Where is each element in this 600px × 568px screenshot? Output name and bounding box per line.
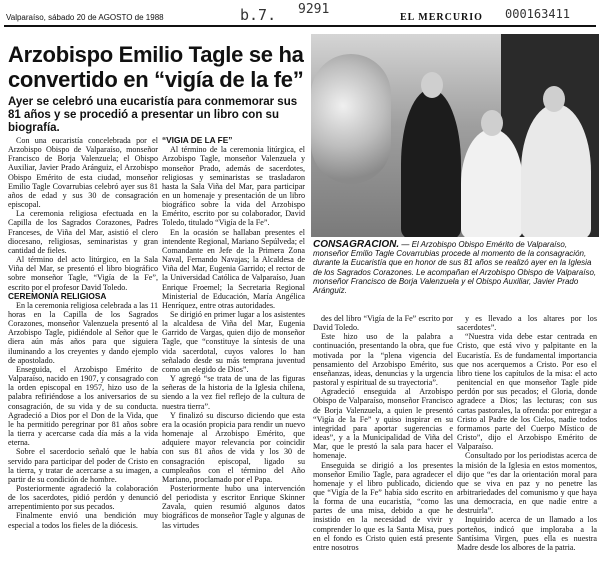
caption-text: — El Arzobispo Obispo Emérito de Valparaíso, monseñor Emilio Tagle Covarrubias procede al momento de la consagración, durante la Eucaristía que en honor de sus 81 años se realizó ayer en la Iglesia de los Sagrados Corazones. Le acompañan el Arzobispo Obispo de Valparaíso, monseñor Francisco de Borja Valenzuela y el Obispo Auxiliar, Javier Prado Aránguiz. (313, 240, 597, 296)
photo-head-center (481, 110, 503, 136)
photo-figure-center (461, 129, 523, 237)
article-column-1 (8, 136, 158, 568)
paragraph: Sobre el sacerdocio señaló que le había servido para participar del poder de Cristo en la tierra, y tratar de acercarse a su imagen, a partir de su condición de hombre. (8, 447, 158, 484)
archive-code: 000163411 (505, 7, 571, 21)
photo-flowers (311, 54, 391, 184)
paragraph: Posteriormente hubo una intervención del periodista y escritor Enrique Skinner Zavala, quien resumió algunos datos biográficos de monseñor Tagle y algunas de las virtudes (162, 483, 305, 530)
paragraph: Enseguida se dirigió a los presentes monseñor Emilio Tagle, para agradecer el homenaje y el libro publicado, diciendo que “Vigía de la Fe” había sido escrito en la forma de una eucaristía, “como las partes de una misa, debido a que he insistido en la necesidad de vivir y comprender lo que es la Santa Misa, pues en el fondo es Cristo quien está presente entre nosotros (313, 460, 453, 552)
photo-figure-left (401, 89, 461, 237)
paragraph: Este hizo uso de la palabra a continuación, presentando la obra, que fue motivada por la “plena vigencia del pensamiento del Arzobispo Emérito, sus enseñanzas, ideas, denuncias y la urgencia pastoral y espiritual de su trayectoria”. (313, 332, 453, 388)
section-heading: CEREMONIA RELIGIOSA (8, 290, 107, 301)
article-column-3 (313, 314, 453, 568)
paragraph: En la ceremonia religiosa celebrada a las 11 horas en la Capilla de los Sagrados Corazones, monseñor Valenzuela presentó al Arzobispo Tagle, pidiéndole al Señor que le diera aún más años para que siguiera iluminando a los creyentes y dando ejemplo de apostolado. (8, 300, 158, 365)
paragraph: Posteriormente agradeció la colaboración de los sacerdotes, pidió perdón y denunció arrepentimiento por sus pecados. (8, 483, 158, 512)
headline: Arzobispo Emilio Tagle se ha convertido en “vigía de la fe” (8, 42, 304, 92)
paragraph: Finalmente envió una bendición muy especial a todos los fieles de la diócesis. (8, 511, 158, 530)
newspaper-name: EL MERCURIO (400, 12, 483, 23)
paragraph: Inquirido acerca de un llamado a los porteños, indicó que imploraba a la Santísima Virgen, pues ella es nuestra Madre desde los albores de la patria. (457, 515, 597, 552)
subhead: Ayer se celebró una eucaristía para conmemorar sus 81 años y se procedió a presentar un libro con su biografía. (8, 96, 298, 134)
handwritten-number: 9291 (298, 2, 330, 17)
paragraph: Y agregó “se trata de una de las figuras señeras de la historia de la Iglesia chilena, siendo a la vez fiel reflejo de la cultura de nuestra tierra”. (162, 374, 305, 411)
photo-figure-right (521, 104, 591, 237)
dateline: Valparaíso, sábado 20 de AGOSTO de 1988 (6, 13, 164, 22)
photo-caption (313, 240, 597, 295)
photo-head-left (421, 72, 443, 98)
article-column-4 (457, 314, 597, 568)
paragraph: Al término del acto litúrgico, en la Sala Viña del Mar, se presentó el libro biográfico sobre monseñor Tagle, “Vigía de la Fe”, escrito por el profesor David Toledo. (8, 255, 158, 292)
paragraph: Y finalizó su discurso diciendo que esta era la ocasión propicia para rendir un nuevo homenaje al Arzobispo Emérito, que adquiere mayor relevancia por coincidir con sus 81 años de vida y los 30 de consagración episcopal, ligado su cumpleaños con el término del Año Mariano, proclamado por el Papa. (162, 410, 305, 484)
paragraph: “Nuestra vida debe estar centrada en Cristo, que está vivo y palpitante en la Eucaristía. Es de fundamental importancia que nos acerquemos a Cristo. Por eso el libro tiene los capítulos de la misa: el acto penitencial en que monseñor Tagle pide perdón por sus pecados; el Gloria, donde agradece a Dios; las lecturas; con sus cartas pastorales, la ofrenda: por entregar a Cristo al Padre de los Cielos, nadie todos formamos parte del Cuerpo Místico de Cristo”, dijo el Arzobispo Emérito de Valparaíso. (457, 332, 597, 452)
paragraph: Enseguida, el Arzobispo Emérito de Valparaíso, nacido en 1907, y consagrado con la orden episcopal en 1957, hizo uso de la palabra refiriéndose a los aniversarios de su consagración, de su vida y de su conducta. Agradeció a Dios por el Don de la Vida, que le ha permitido peregrinar por 81 años sobre la tierra y acercarse cada día más a la vida eterna. (8, 364, 158, 448)
caption-title: CONSAGRACION. (313, 239, 400, 250)
header-rule (4, 25, 596, 27)
paragraph: Agradeció enseguida al Arzobispo Obispo de Valparaíso, monseñor Francisco de Borja Valenzuela, a quien le presentó “Vigía de la Fe” y quiso inspirar en su integridad para aportar sugerencias e ideas”, y a la Municipalidad de Viña del Mar, que le prestó la sala para hacer el homenaje. (313, 387, 453, 461)
consagracion-photo (311, 34, 599, 237)
paragraph: Al término de la ceremonia litúrgica, el Arzobispo Tagle, monseñor Valenzuela y monseñor Prado, además de sacerdotes, religiosas y seminaristas se trasladaron hasta la Sala Viña del Mar, para participar en un homenaje y presentación de un libro biográfico sobre la vida del Arzobispo Emérito, escrito por su colaborador, David Toledo, titulado “Vigía de la Fe”. (162, 145, 305, 228)
paragraph: En la ocasión se hallaban presentes el intendente Regional, Mariano Sepúlveda; el Comandante en Jefe de la Primera Zona Naval, Fernando Navajas; la Alcaldesa de Viña del Mar, Eugenia Garrido; el rector de la Universidad Católica de Valparaíso, Juan Enrique Froemel; la Secretaria Regional Ministerial de Educación, María Angélica Henríquez, entre otras autoridades. (162, 227, 305, 310)
section-heading: “VIGIA DE LA FE” (162, 136, 233, 145)
paragraph: Se dirigió en primer lugar a los asistentes la alcaldesa de Viña del Mar, Eugenia Garrido de Vargas, quien dijo de monseñor Tagle, que “constituye la síntesis de una vida sacerdotal, cuyos valores lo han señalado desde su más temprana juventud como un elegido de Dios”. (162, 310, 305, 374)
paragraph: des del libro “Vigía de la Fe” escrito por David Toledo. (313, 314, 453, 333)
paragraph: La ceremonia religiosa efectuada en la Capilla de los Sagrados Corazones, Padres Franceses, de Viña del Mar, asistió el clero diocesano, religiosas, seminaristas y gran cantidad de fieles. (8, 209, 158, 255)
paragraph: Consultado por los periodistas acerca de la misión de la Iglesia en estos momentos, dijo que “es dar la orientación moral para que se viva en paz y no penetre las arbitrariedades del comunismo y que haya una democracia, en que nadie entre a destruirla”. (457, 451, 597, 516)
article-column-2 (162, 136, 305, 568)
paragraph: y es llevado a los altares por los sacerdotes”. (457, 314, 597, 333)
paragraph: Con una eucaristía concelebrada por el Arzobispo Obispo de Valparaíso, monseñor Francisco de Borja Valenzuela; el Obispo Auxiliar, Javier Prado Aránguiz, el Arzobispo Obispo Emérito de esta ciudad, monseñor Emilio Tagle Covarrubias celebró ayer sus 81 años de edad y sus 30 de consagración episcopal. (8, 136, 158, 210)
photo-head-right (543, 86, 565, 112)
handwritten-page-mark: b.7. (240, 6, 277, 24)
